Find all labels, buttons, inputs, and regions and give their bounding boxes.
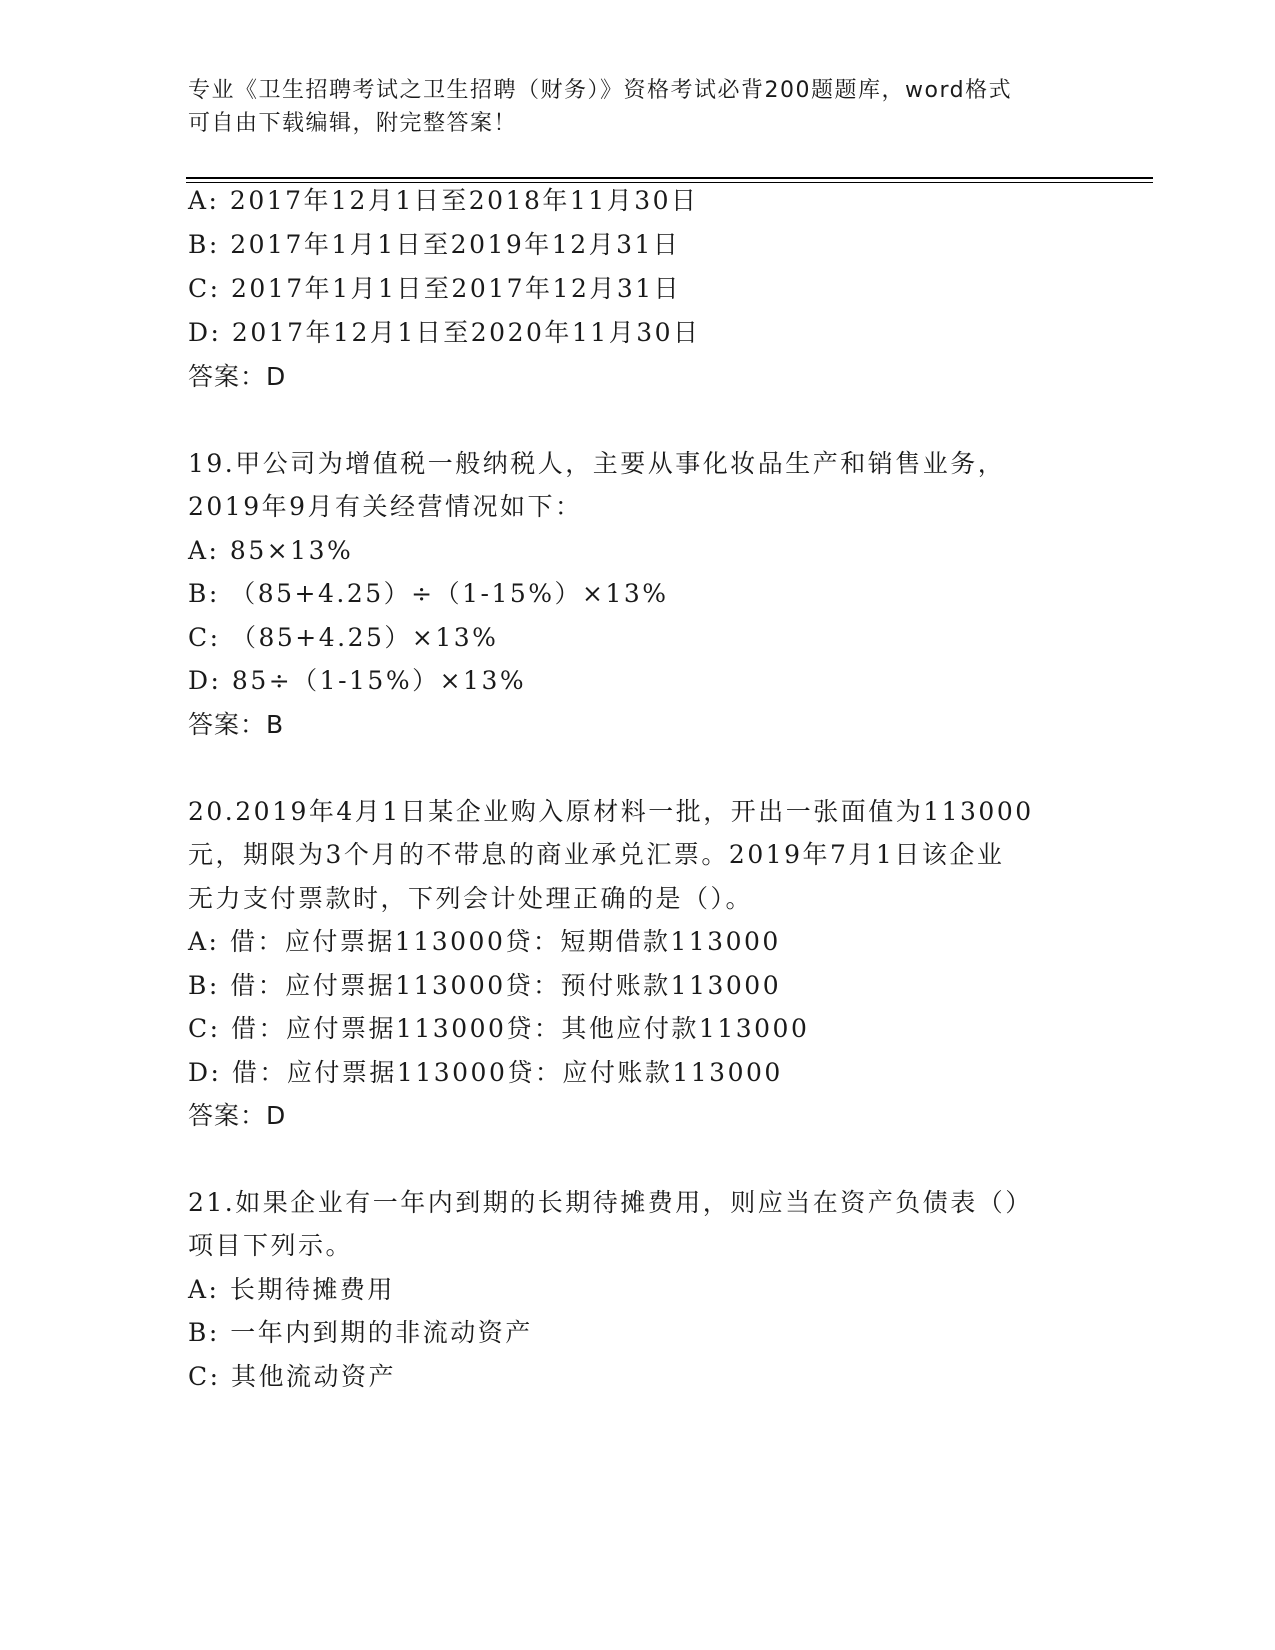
q19-option-d: D: 85÷（1-15%）×13% (188, 666, 527, 695)
q21-option-a: A: 长期待摊费用 (188, 1275, 395, 1304)
q20-option-c: C: 借：应付票据113000贷：其他应付款113000 (188, 1014, 810, 1043)
header-title-line-1: 专业《卫生招聘考试之卫生招聘（财务）》资格考试必背200题题库，word格式 (188, 78, 1013, 103)
q20-answer: 答案：D (188, 1101, 287, 1130)
document-header (188, 74, 1088, 140)
q18-option-b: B: 2017年1月1日至2019年12月31日 (188, 230, 681, 259)
header-title-line-2: 可自由下载编辑，附完整答案！ (188, 111, 518, 136)
q18-option-a: A: 2017年12月1日至2018年11月30日 (188, 186, 699, 215)
q21-stem-line-2: 项目下列示。 (188, 1231, 354, 1260)
q20-option-d: D: 借：应付票据113000贷：应付账款113000 (188, 1058, 783, 1087)
q18-option-c: C: 2017年1月1日至2017年12月31日 (188, 274, 682, 303)
q18-answer: 答案：D (188, 362, 287, 391)
header-divider-thin (186, 182, 1153, 183)
q19-option-a: A: 85×13% (188, 536, 354, 565)
q21-stem-line-1: 21.如果企业有一年内到期的长期待摊费用，则应当在资产负债表（） (188, 1188, 1033, 1217)
q20-option-a: A: 借：应付票据113000贷：短期借款113000 (188, 927, 781, 956)
q20-stem-line-3: 无力支付票款时，下列会计处理正确的是（）。 (188, 884, 754, 913)
q20-option-b: B: 借：应付票据113000贷：预付账款113000 (188, 971, 782, 1000)
q19-option-c: C: （85+4.25）×13% (188, 623, 499, 652)
header-divider-thick (186, 177, 1153, 179)
q19-answer: 答案：B (188, 710, 285, 739)
q21-option-b: B: 一年内到期的非流动资产 (188, 1318, 533, 1347)
q19-stem-line-2: 2019年9月有关经营情况如下： (188, 492, 583, 521)
q19-option-b: B: （85+4.25）÷（1-15%）×13% (188, 579, 669, 608)
q20-stem-line-2: 元，期限为3个月的不带息的商业承兑汇票。2019年7月1日该企业 (188, 840, 1005, 869)
q18-option-d: D: 2017年12月1日至2020年11月30日 (188, 318, 701, 347)
q20-stem-line-1: 20.2019年4月1日某企业购入原材料一批，开出一张面值为113000 (188, 797, 1034, 826)
q21-option-c: C: 其他流动资产 (188, 1362, 396, 1391)
q19-stem-line-1: 19.甲公司为增值税一般纳税人，主要从事化妆品生产和销售业务， (188, 449, 1006, 478)
